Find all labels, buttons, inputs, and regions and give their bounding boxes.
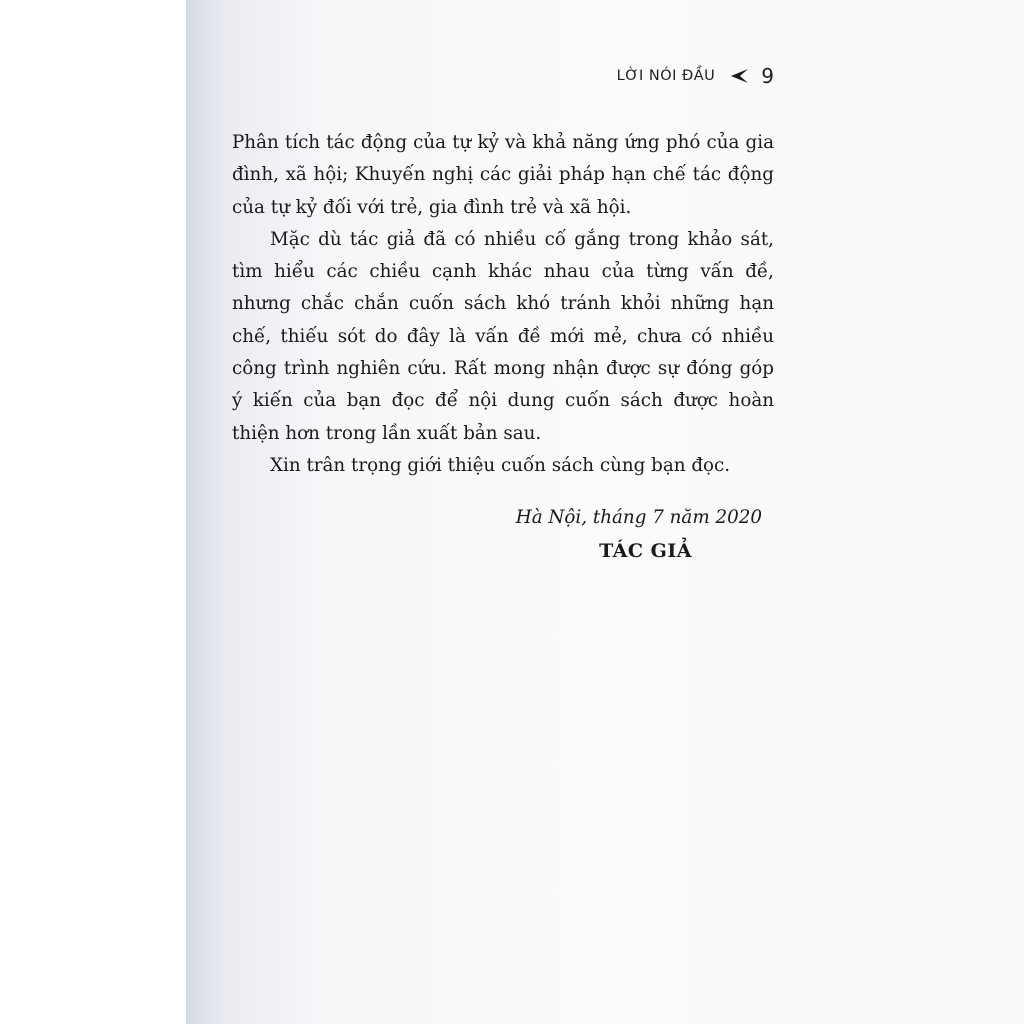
place-date: Hà Nội, tháng 7 năm 2020 [515,507,762,528]
page-number: 9 [761,64,774,88]
paragraph: Mặc dù tác giả đã có nhiều cố gắng trong khảo sát, tìm hiểu các chiều cạnh khác nhau của từng vấn đề, nhưng chắc chắn cuốn sách khó tránh khỏi những hạn chế, thiếu sót do đây là vấn đề mới mẻ, chưa có nhiều công trình nghiên cứu. Rất mong nhận được sự đóng góp ý kiến của bạn đọc để nội dung cuốn sách được hoàn thiện hơn trong lần xuất bản sau. [232,228,774,444]
body-text [232,127,774,482]
paragraph: Xin trân trọng giới thiệu cuốn sách cùng bạn đọc. [270,454,731,476]
section-title: LỜI NÓI ĐẦU [616,68,716,84]
paragraph: Phân tích tác động của tự kỷ và khả năng ứng phó của gia đình, xã hội; Khuyến nghị các giải pháp hạn chế tác động của tự kỷ đối với trẻ, gia đình trẻ và xã hội. [232,132,774,218]
left-arrow-icon [729,68,749,84]
page-header [617,64,774,88]
author-signature: TÁC GIẢ [599,540,692,562]
